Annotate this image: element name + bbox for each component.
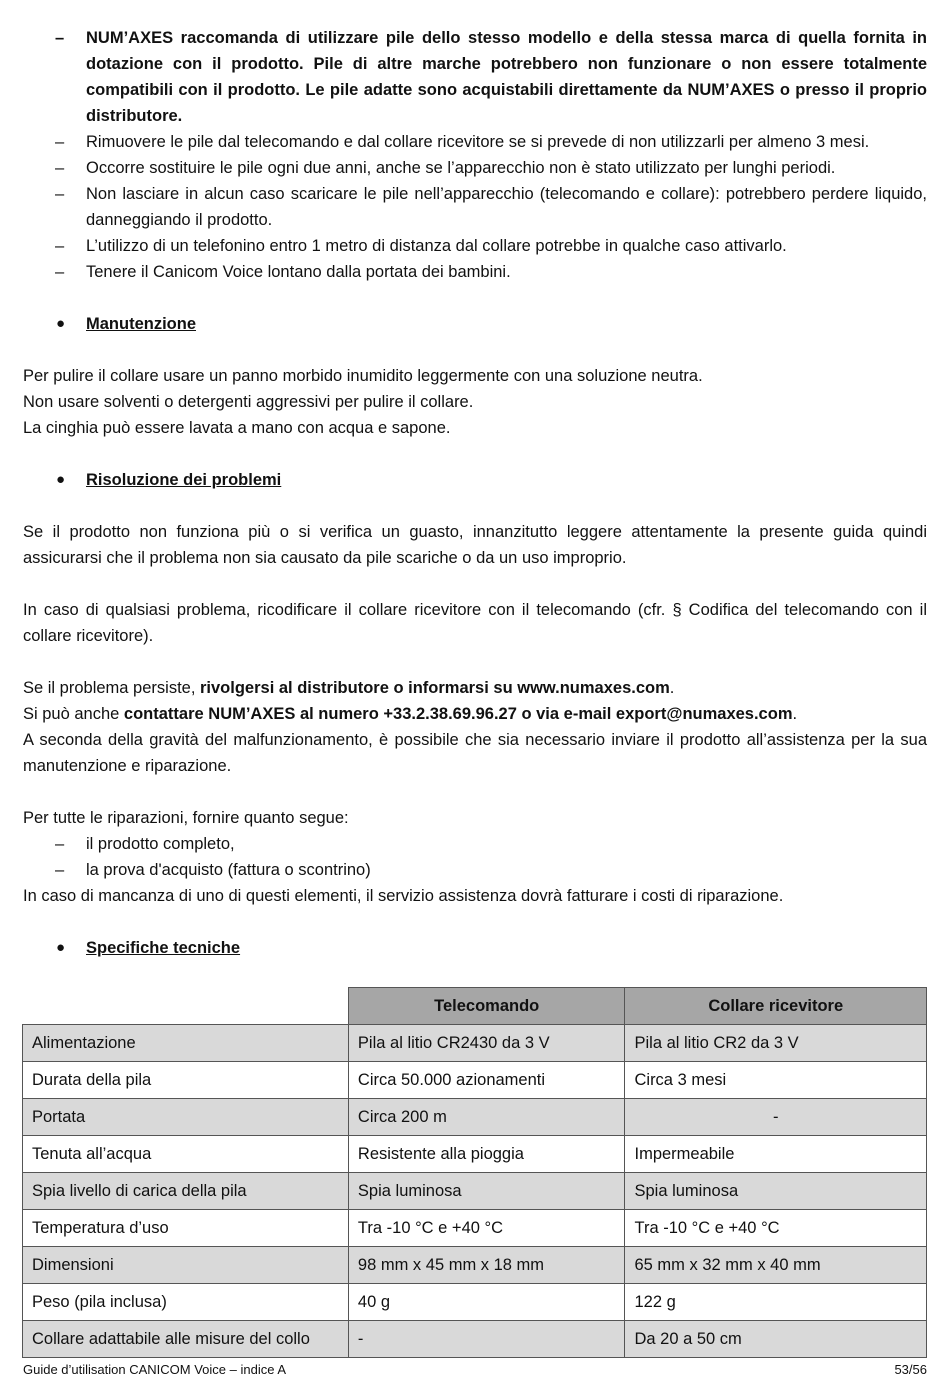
table-cell: Portata (23, 1099, 349, 1136)
bullet-icon: ● (56, 471, 66, 488)
paragraph: Se il prodotto non funziona più o si verifica un guasto, innanzitutto leggere attentamente la presente guida quindi assicurarsi che il problema non sia causato da pile scariche o da un uso improprio. (23, 523, 927, 567)
table-cell: Spia luminosa (348, 1173, 625, 1210)
bullet-icon: ● (56, 315, 66, 332)
contact-note: contattare NUM’AXES al numero +33.2.38.69.96.27 o via e-mail export@numaxes.com (123, 705, 793, 723)
section-heading-specifiche: ● Specifiche tecniche (23, 935, 927, 961)
footer-title: Guide d’utilisation CANICOM Voice – indice A (23, 1362, 287, 1377)
distributor-note: rivolgersi al distributore o informarsi su www.numaxes.com (200, 679, 670, 697)
table-cell: Impermeabile (625, 1136, 927, 1173)
paragraph: La cinghia può essere lavata a mano con acqua e sapone. (23, 419, 451, 437)
paragraph: Si può anche contattare NUM’AXES al numero +33.2.38.69.96.27 o via e-mail export@numaxes.com. (23, 705, 798, 723)
paragraph: Non usare solventi o detergenti aggressivi per pulire il collare. (23, 393, 474, 411)
table-row (23, 1173, 927, 1210)
repair-items-list (23, 831, 927, 883)
table-cell: Resistente alla pioggia (348, 1136, 625, 1173)
table-cell: Dimensioni (23, 1247, 349, 1284)
table-cell: Collare adattabile alle misure del collo (23, 1321, 349, 1358)
table-header-cell (23, 988, 349, 1025)
table-cell: 122 g (625, 1284, 927, 1321)
bullet-icon: ● (56, 939, 66, 956)
paragraph: Per pulire il collare usare un panno morbido inumidito leggermente con una soluzione neutra. (23, 367, 703, 385)
list-item: – Tenere il Canicom Voice lontano dalla portata dei bambini. (23, 259, 927, 285)
table-cell: Pila al litio CR2430 da 3 V (348, 1025, 625, 1062)
list-item: – L’utilizzo di un telefonino entro 1 metro di distanza dal collare potrebbe in qualche caso attivarlo. (23, 233, 927, 259)
page-number: 53/56 (894, 1362, 927, 1377)
table-cell: Pila al litio CR2 da 3 V (625, 1025, 927, 1062)
table-cell: 40 g (348, 1284, 625, 1321)
table-cell: Spia luminosa (625, 1173, 927, 1210)
paragraph: A seconda della gravità del malfunzionamento, è possibile che sia necessario inviare il prodotto all’assistenza per la sua manutenzione e riparazione. (23, 731, 927, 775)
battery-notes-list (23, 25, 927, 285)
table-cell: 98 mm x 45 mm x 18 mm (348, 1247, 625, 1284)
table-header-cell: Collare ricevitore (625, 988, 927, 1025)
table-row (23, 1321, 927, 1358)
table-cell: Temperatura d’uso (23, 1210, 349, 1247)
table-header-row (23, 988, 927, 1025)
table-cell: Alimentazione (23, 1025, 349, 1062)
paragraph: In caso di qualsiasi problema, ricodificare il collare ricevitore con il telecomando (cfr. § Codifica del telecomando con il collare ricevitore). (23, 601, 927, 645)
document-page (23, 25, 927, 961)
table-row (23, 1062, 927, 1099)
section-heading-manutenzione: ● Manutenzione (23, 311, 927, 337)
list-item: – il prodotto completo, (23, 831, 927, 857)
table-cell: Circa 50.000 azionamenti (348, 1062, 625, 1099)
table-cell: Spia livello di carica della pila (23, 1173, 349, 1210)
table-cell: Tra -10 °C e +40 °C (348, 1210, 625, 1247)
table-row (23, 1025, 927, 1062)
page-footer (23, 1362, 927, 1378)
table-cell: Da 20 a 50 cm (625, 1321, 927, 1358)
table-row (23, 1136, 927, 1173)
table-cell: Durata della pila (23, 1062, 349, 1099)
section-heading-risoluzione: ● Risoluzione dei problemi (23, 467, 927, 493)
table-cell: Tenuta all’acqua (23, 1136, 349, 1173)
table-cell: Circa 200 m (348, 1099, 625, 1136)
table-cell: - (625, 1099, 927, 1136)
list-item: – la prova d'acquisto (fattura o scontrino) (23, 857, 927, 883)
paragraph: In caso di mancanza di uno di questi elementi, il servizio assistenza dovrà fatturare i costi di riparazione. (23, 887, 784, 905)
specs-table (22, 987, 927, 1358)
table-header-cell: Telecomando (348, 988, 625, 1025)
list-item: – Rimuovere le pile dal telecomando e dal collare ricevitore se si prevede di non utilizzarli per almeno 3 mesi. (23, 129, 927, 155)
table-cell: Tra -10 °C e +40 °C (625, 1210, 927, 1247)
paragraph: Per tutte le riparazioni, fornire quanto segue: (23, 809, 349, 827)
table-row (23, 1210, 927, 1247)
table-cell: 65 mm x 32 mm x 40 mm (625, 1247, 927, 1284)
table-cell: Circa 3 mesi (625, 1062, 927, 1099)
list-item: – Non lasciare in alcun caso scaricare le pile nell’apparecchio (telecomando e collare): potrebbero perdere liquido, danneggiando il prodotto. (23, 181, 927, 233)
table-row (23, 1284, 927, 1321)
table-row (23, 1247, 927, 1284)
paragraph: Se il problema persiste, rivolgersi al distributore o informarsi su www.numaxes.com. (23, 679, 675, 697)
table-cell: Peso (pila inclusa) (23, 1284, 349, 1321)
table-cell: - (348, 1321, 625, 1358)
table-row (23, 1099, 927, 1136)
list-item: – NUM’AXES raccomanda di utilizzare pile dello stesso modello e della stessa marca di quella fornita in dotazione con il prodotto. Pile di altre marche potrebbero non funzionare o non essere totalmente compatibili con il prodotto. Le pile adatte sono acquistabili direttamente da NUM’AXES o presso il proprio distributore. (23, 25, 927, 129)
list-item: – Occorre sostituire le pile ogni due anni, anche se l’apparecchio non è stato utilizzato per lunghi periodi. (23, 155, 927, 181)
